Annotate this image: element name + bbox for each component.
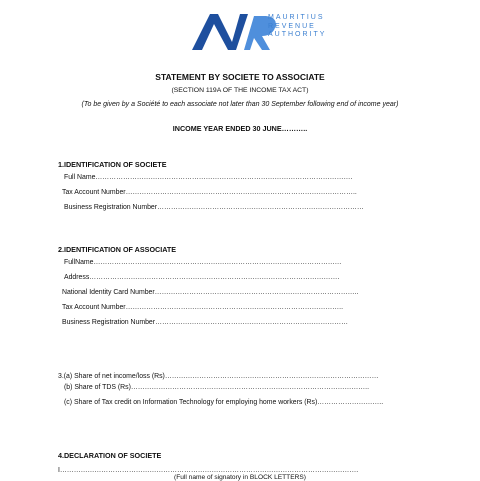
associate-full-name-field[interactable]: FullName……………………………………………………………………………………………… bbox=[64, 259, 342, 266]
associate-nic-field[interactable]: National Identity Card Number…………………………………………………………………………….. bbox=[62, 289, 359, 296]
logo-wordmark bbox=[268, 14, 326, 40]
associate-address-field[interactable]: Address………………………………………………………………………………………………. bbox=[64, 274, 340, 281]
logo-line-1: MAURITIUS bbox=[268, 14, 325, 21]
document-note: (To be given by a Société to each associate not later than 30 September following end of income year) bbox=[81, 101, 399, 108]
societe-business-registration-field[interactable]: Business Registration Number……………………………………………………………………………… bbox=[64, 204, 364, 211]
logo-n-shape bbox=[192, 14, 248, 50]
income-year: INCOME YEAR ENDED 30 JUNE……….. bbox=[172, 124, 308, 133]
share-tax-credit-field[interactable]: (c) Share of Tax credit on Information Technology for employing home workers (Rs)……………………….. bbox=[64, 399, 384, 406]
societe-tax-account-field[interactable]: Tax Account Number……………………………………………………………………………………….. bbox=[62, 189, 357, 196]
document-subtitle: (SECTION 119A OF THE INCOME TAX ACT) bbox=[171, 87, 309, 94]
declaration-signatory-field[interactable]: I…………………………………………………………………………………………………………………. bbox=[58, 467, 359, 474]
declaration-caption: (Full name of signatory in BLOCK LETTERS) bbox=[174, 474, 306, 481]
logo-line-2: REVENUE bbox=[268, 22, 316, 30]
section-4-heading: 4.DECLARATION OF SOCIETE bbox=[58, 451, 162, 460]
section-2-heading: 2.IDENTIFICATION OF ASSOCIATE bbox=[58, 245, 177, 254]
document-title: STATEMENT BY SOCIETE TO ASSOCIATE bbox=[155, 72, 325, 82]
section-1-heading: 1.IDENTIFICATION OF SOCIETE bbox=[58, 160, 167, 169]
societe-full-name-field[interactable]: Full Name…………………………………………………………………………………………………. bbox=[64, 174, 353, 181]
share-net-income-field[interactable]: 3.(a) Share of net income/loss (Rs)………………………………………………………………………………… bbox=[58, 373, 379, 380]
share-tds-field[interactable]: (b) Share of TDS (Rs)………………………………………………………………………………………….. bbox=[64, 384, 369, 391]
associate-business-registration-field[interactable]: Business Registration Number………………………………………………………………………… bbox=[62, 319, 349, 326]
logo-line-3: AUTHORITY bbox=[268, 31, 327, 38]
associate-tax-account-field[interactable]: Tax Account Number………………………………………………………………………………….. bbox=[62, 304, 344, 311]
